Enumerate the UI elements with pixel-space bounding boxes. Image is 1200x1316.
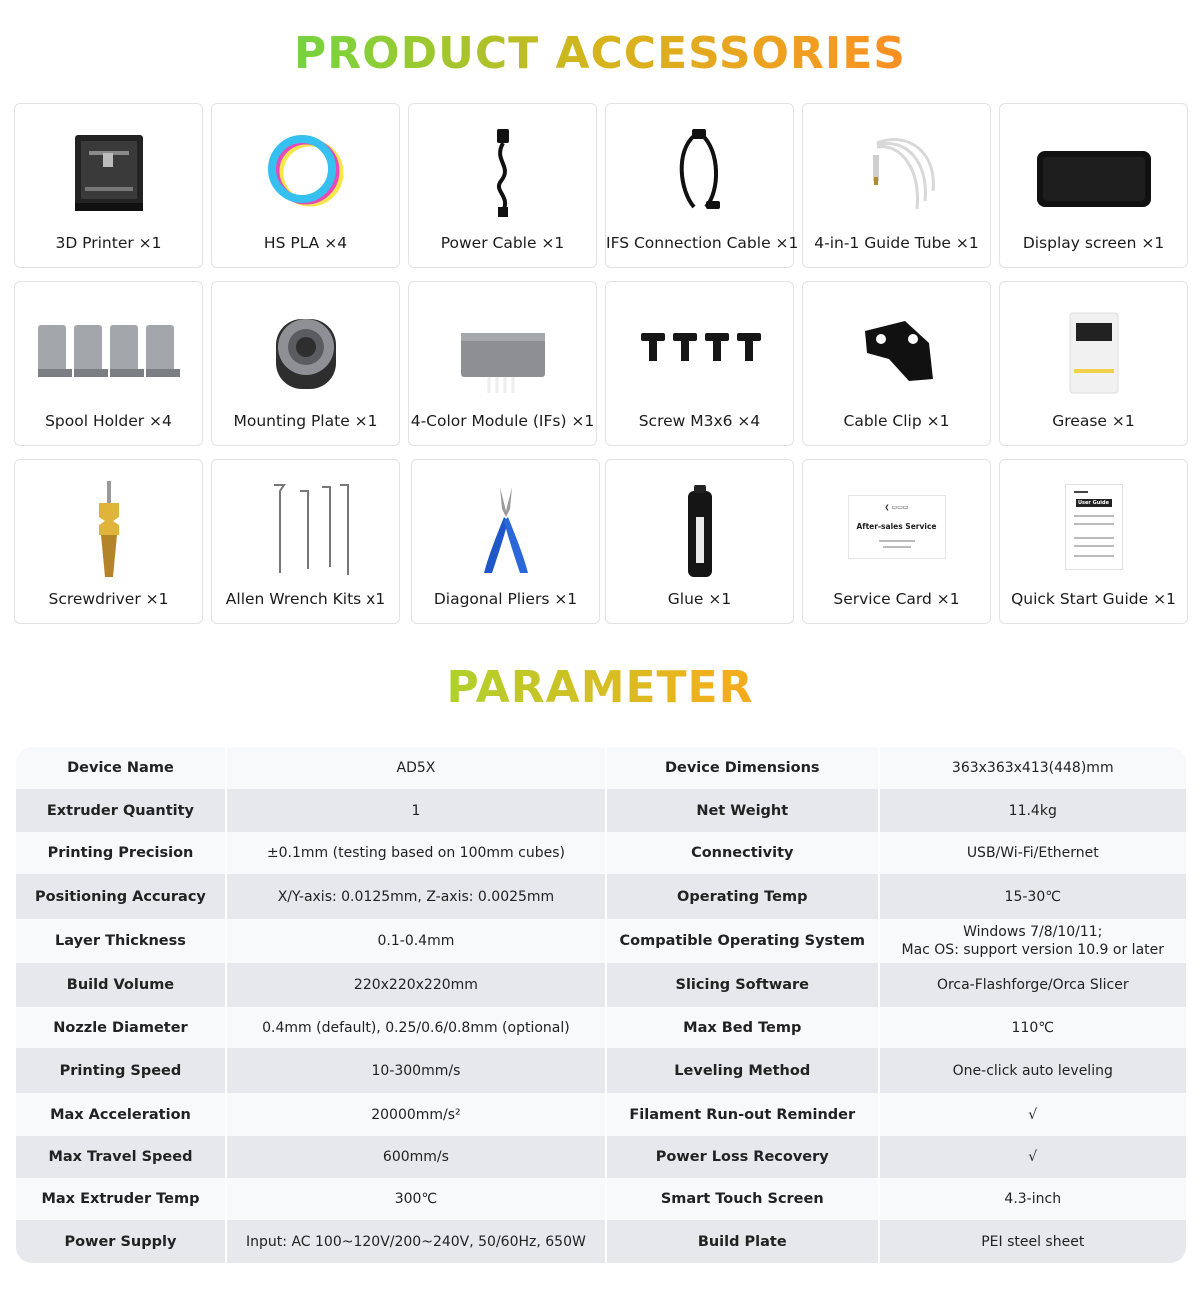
3d-printer-icon bbox=[59, 121, 159, 221]
parameter-value: AD5X bbox=[396, 760, 436, 776]
parameter-value: Input: AC 100~120V/200~240V, 50/60Hz, 650W bbox=[246, 1233, 586, 1250]
parameter-label: Filament Run-out Reminder bbox=[629, 1106, 856, 1123]
accessory-label: Diagonal Pliers ×1 bbox=[433, 590, 578, 608]
parameter-label: Compatible Operating System bbox=[619, 933, 866, 949]
parameter-row bbox=[16, 1007, 1186, 1048]
parameter-label: Positioning Accuracy bbox=[35, 888, 206, 905]
accessory-label: 4-Color Module (IFs) ×1 bbox=[410, 412, 595, 430]
cable-clip-icon bbox=[847, 299, 947, 399]
parameter-value: 600mm/s bbox=[382, 1149, 449, 1165]
accessory-label: Allen Wrench Kits x1 bbox=[225, 590, 386, 608]
parameter-value: 110℃ bbox=[1011, 1019, 1054, 1036]
accessory-card bbox=[999, 459, 1188, 624]
parameter-row bbox=[16, 874, 1186, 919]
parameter-label: Printing Precision bbox=[47, 845, 194, 861]
parameter-label: Power Loss Recovery bbox=[655, 1149, 829, 1165]
grease-icon bbox=[1044, 299, 1144, 399]
parameter-row bbox=[16, 1093, 1186, 1136]
parameter-value: 1 bbox=[411, 802, 421, 819]
parameter-label: Max Bed Temp bbox=[683, 1019, 802, 1036]
allen-wrench-icon bbox=[256, 477, 356, 577]
parameter-table bbox=[16, 747, 1186, 1263]
parameter-value: PEI steel sheet bbox=[981, 1233, 1085, 1250]
accessory-label: Service Card ×1 bbox=[833, 590, 960, 608]
parameter-value: 300℃ bbox=[394, 1191, 438, 1207]
accessory-card bbox=[999, 103, 1188, 268]
service-card-title: After-sales Service bbox=[856, 522, 937, 531]
guide-tube-icon bbox=[847, 121, 947, 221]
accessory-card bbox=[14, 459, 203, 624]
parameter-label: Extruder Quantity bbox=[46, 802, 195, 819]
parameter-row bbox=[16, 1048, 1186, 1093]
mounting-plate-icon bbox=[256, 299, 356, 399]
accessory-label: 3D Printer ×1 bbox=[55, 234, 162, 252]
parameter-value: 10-300mm/s bbox=[371, 1062, 461, 1079]
accessory-label: Screw M3x6 ×4 bbox=[638, 412, 761, 430]
parameter-value: 4.3-inch bbox=[1004, 1191, 1062, 1207]
parameter-value: √ bbox=[1028, 1106, 1038, 1123]
accessory-card bbox=[211, 281, 400, 446]
accessory-card bbox=[408, 103, 597, 268]
accessory-label: HS PLA ×4 bbox=[263, 234, 348, 252]
parameter-row bbox=[16, 789, 1186, 832]
parameter-row bbox=[16, 747, 1186, 789]
parameter-label: Max Extruder Temp bbox=[41, 1191, 200, 1207]
glue-icon bbox=[650, 477, 750, 577]
accessory-label: Cable Clip ×1 bbox=[843, 412, 950, 430]
parameter-label: Max Travel Speed bbox=[48, 1149, 193, 1165]
color-module-icon bbox=[453, 299, 553, 399]
accessory-label: Quick Start Guide ×1 bbox=[1011, 590, 1176, 608]
accessory-label: Spool Holder ×4 bbox=[45, 412, 172, 430]
parameter-value: 20000mm/s² bbox=[371, 1106, 461, 1123]
display-screen-icon bbox=[1029, 121, 1159, 221]
accessory-card bbox=[411, 459, 600, 624]
parameter-row bbox=[16, 1220, 1186, 1263]
accessory-label: IFS Connection Cable ×1 bbox=[606, 234, 799, 252]
parameter-label: Operating Temp bbox=[677, 888, 808, 905]
parameter-row bbox=[16, 919, 1186, 963]
accessory-label: Screwdriver ×1 bbox=[48, 590, 169, 608]
parameter-value: 0.1-0.4mm bbox=[377, 933, 455, 949]
parameter-value: 15-30℃ bbox=[1004, 888, 1061, 905]
parameter-label: Leveling Method bbox=[674, 1062, 811, 1079]
accessory-card bbox=[802, 281, 991, 446]
parameter-label: Device Name bbox=[67, 760, 174, 776]
parameter-label: Slicing Software bbox=[675, 977, 810, 993]
parameter-value: One-click auto leveling bbox=[952, 1062, 1113, 1079]
parameter-label: Build Volume bbox=[66, 977, 175, 993]
parameter-value: ±0.1mm (testing based on 100mm cubes) bbox=[266, 845, 565, 861]
guide-booklet-icon bbox=[1000, 472, 1187, 582]
accessory-card bbox=[999, 281, 1188, 446]
service-card-icon: ❮ ▭▭▭ After-sales Service bbox=[803, 472, 990, 582]
parameter-value bbox=[880, 919, 1186, 963]
accessory-label: 4-in-1 Guide Tube ×1 bbox=[814, 234, 979, 252]
parameter-label: Net Weight bbox=[696, 802, 789, 819]
parameter-row bbox=[16, 1178, 1186, 1220]
parameter-value: 220x220x220mm bbox=[353, 977, 478, 993]
filament-spools-icon bbox=[256, 121, 356, 221]
accessory-card bbox=[605, 103, 799, 268]
parameter-value-line: Windows 7/8/10/11; bbox=[963, 924, 1103, 940]
parameter-label: Printing Speed bbox=[59, 1062, 182, 1079]
screwdriver-icon bbox=[59, 477, 159, 577]
screw-icon bbox=[635, 299, 765, 399]
accessory-label: Power Cable ×1 bbox=[440, 234, 565, 252]
parameter-label: Device Dimensions bbox=[664, 760, 820, 776]
power-cable-icon bbox=[453, 121, 553, 221]
accessory-card bbox=[14, 281, 203, 446]
accessory-label: Mounting Plate ×1 bbox=[233, 412, 378, 430]
parameter-row bbox=[16, 1136, 1186, 1178]
parameter-label: Connectivity bbox=[691, 845, 794, 861]
parameter-value: √ bbox=[1028, 1149, 1038, 1165]
spool-holder-icon bbox=[34, 299, 184, 399]
parameter-label: Nozzle Diameter bbox=[53, 1019, 188, 1036]
accessory-card bbox=[211, 459, 400, 624]
parameter-label: Layer Thickness bbox=[55, 933, 186, 949]
parameter-label: Smart Touch Screen bbox=[660, 1191, 824, 1207]
parameter-row bbox=[16, 832, 1186, 874]
parameter-value: Orca-Flashforge/Orca Slicer bbox=[936, 977, 1129, 993]
parameter-value: 11.4kg bbox=[1008, 802, 1057, 819]
parameter-value-line: Mac OS: support version 10.9 or later bbox=[901, 942, 1165, 958]
parameter-value: 363x363x413(448)mm bbox=[951, 760, 1114, 776]
parameter-value: X/Y-axis: 0.0125mm, Z-axis: 0.0025mm bbox=[277, 888, 555, 905]
parameter-label: Build Plate bbox=[697, 1233, 787, 1250]
parameter-value: USB/Wi-Fi/Ethernet bbox=[966, 845, 1099, 861]
parameter-value: 0.4mm (default), 0.25/0.6/0.8mm (optional) bbox=[262, 1019, 570, 1036]
accessory-card bbox=[14, 103, 203, 268]
guide-booklet-title: User Guide bbox=[1076, 499, 1112, 507]
parameter-label: Max Acceleration bbox=[50, 1106, 191, 1123]
accessory-card bbox=[802, 103, 991, 268]
pliers-icon bbox=[456, 477, 556, 577]
accessory-card bbox=[605, 459, 794, 624]
accessory-card bbox=[605, 281, 794, 446]
accessories-title: PRODUCT ACCESSORIES bbox=[0, 28, 1200, 79]
accessory-card bbox=[408, 281, 597, 446]
parameter-row bbox=[16, 963, 1186, 1007]
connection-cable-icon bbox=[650, 121, 750, 221]
parameter-label: Power Supply bbox=[64, 1233, 177, 1250]
accessory-label: Glue ×1 bbox=[667, 590, 732, 608]
accessory-label: Grease ×1 bbox=[1052, 412, 1135, 430]
parameter-title: PARAMETER bbox=[0, 662, 1200, 713]
accessory-card bbox=[802, 459, 991, 624]
accessory-card bbox=[211, 103, 400, 268]
accessory-label: Display screen ×1 bbox=[1022, 234, 1165, 252]
